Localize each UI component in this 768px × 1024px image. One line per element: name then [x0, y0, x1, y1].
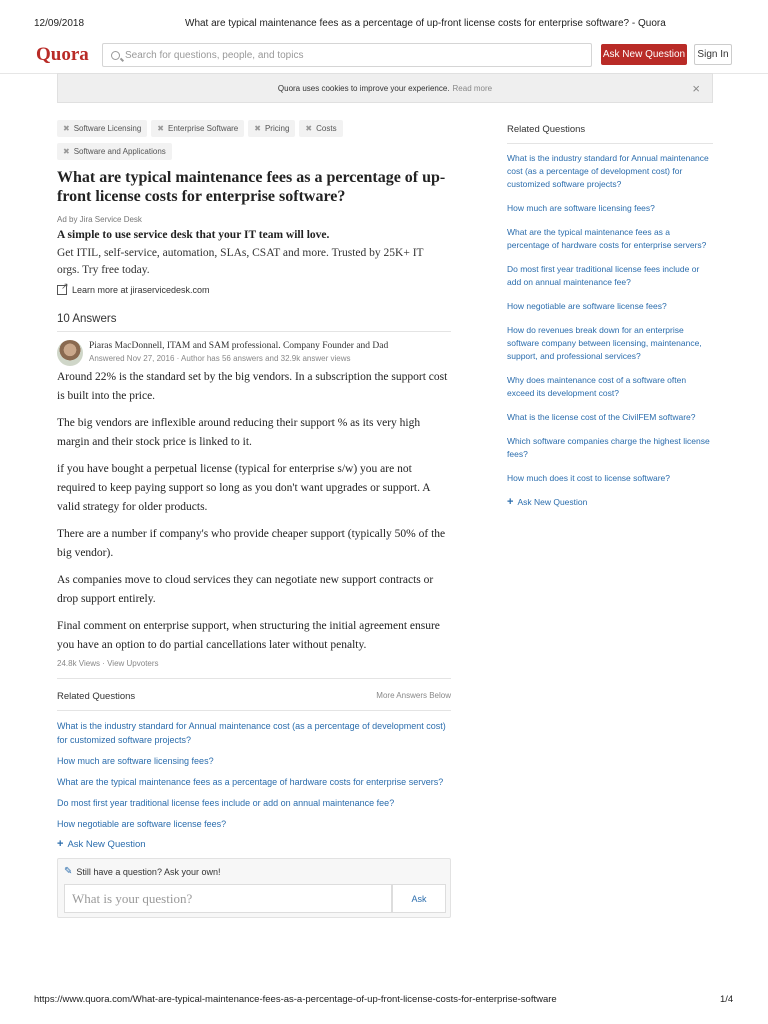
related-question-link[interactable]: Do most first year traditional license fees include or add on annual maintenance fee?: [57, 798, 395, 808]
sidebar-question-link[interactable]: Do most first year traditional license fees include or add on annual maintenance fee?: [507, 264, 700, 287]
related-questions-sidebar: [507, 124, 713, 508]
topic-tag[interactable]: ✖ Costs: [299, 120, 342, 137]
print-date: 12/09/2018: [34, 18, 85, 29]
sidebar-question-link[interactable]: Why does maintenance cost of a software often exceed its development cost?: [507, 375, 687, 398]
print-title: What are typical maintenance fees as a percentage of up-front license costs for enterprise software? - Quora: [185, 18, 666, 29]
topic-icon: ✖: [157, 124, 164, 133]
sidebar-question-link[interactable]: Which software companies charge the highest license fees?: [507, 436, 710, 459]
author-name[interactable]: Piaras MacDonnell, ITAM and SAM professional. Company Founder and Dad: [89, 341, 389, 351]
sidebar-question-link[interactable]: How do revenues break down for an enterprise software company between licensing, maintenance, support, and professional services?: [507, 325, 702, 361]
sidebar-question-link[interactable]: What is the license cost of the CivilFEM software?: [507, 412, 696, 422]
related-questions-heading: Related Questions: [57, 691, 136, 702]
topic-icon: ✖: [305, 124, 313, 133]
search-input[interactable]: [102, 43, 592, 67]
main-content: [57, 120, 451, 918]
cookie-text: Quora uses cookies to improve your experience.: [277, 83, 450, 93]
search-placeholder: Search for questions, people, and topics: [125, 49, 304, 61]
topic-tag[interactable]: ✖ Enterprise Software: [151, 120, 244, 137]
topic-tag[interactable]: ✖ Software Licensing: [57, 120, 147, 137]
cookie-banner: [57, 73, 713, 103]
answer-paragraph: Final comment on enterprise support, when structuring the initial agreement ensure you have an option to do partial cancellations later without penalty.: [57, 620, 440, 651]
quora-logo[interactable]: Quora: [36, 44, 89, 65]
answer-author: [57, 340, 451, 366]
ad-learn-more-link[interactable]: ↗ Learn more at jiraservicedesk.com: [57, 285, 451, 295]
avatar[interactable]: [57, 340, 83, 366]
related-questions-list: [57, 719, 451, 831]
answer-paragraph: The big vendors are inflexible around reducing their support % as its very high margin and their stock price is linked to it.: [57, 417, 421, 448]
sidebar-question-link[interactable]: How much does it cost to license software?: [507, 473, 670, 483]
print-header: [0, 0, 768, 32]
sidebar-question-link[interactable]: What is the industry standard for Annual maintenance cost (as a percentage of development cost) for customized software projects?: [507, 153, 709, 189]
question-input[interactable]: What is your question?: [64, 884, 392, 913]
topic-tag[interactable]: ✖ Software and Applications: [57, 143, 172, 160]
close-icon[interactable]: ×: [692, 81, 700, 96]
answer-body: [57, 368, 451, 655]
plus-icon: +: [57, 838, 64, 850]
cookie-read-more-link[interactable]: Read more: [452, 83, 493, 93]
topic-icon: ✖: [63, 147, 70, 156]
topic-icon: ✖: [254, 124, 261, 133]
pencil-icon: ✎: [64, 866, 73, 877]
sidebar-question-link[interactable]: What are the typical maintenance fees as a percentage of hardware costs for enterprise servers?: [507, 227, 707, 250]
related-question-link[interactable]: How much are software licensing fees?: [57, 756, 214, 766]
ad-label: Ad by Jira Service Desk: [57, 215, 142, 224]
answer-paragraph: As companies move to cloud services they can negotiate new support contracts or drop support entirely.: [57, 574, 434, 605]
ask-question-box: [57, 858, 451, 918]
answer-paragraph: There are a number if company's who provide cheaper support (typically 50% of the big vendor).: [57, 528, 446, 559]
ad-body: Get ITIL, self-service, automation, SLAs, CSAT and more. Trusted by 25K+ IT orgs. Try free today.: [57, 247, 424, 276]
answer-views[interactable]: 24.8k Views · View Upvoters: [57, 659, 451, 679]
top-navigation-bar: [0, 36, 768, 74]
print-url: https://www.quora.com/What-are-typical-maintenance-fees-as-a-percentage-of-up-front-license-costs-for-enterprise-software: [34, 994, 557, 1005]
external-link-icon: [57, 285, 67, 295]
author-meta: Answered Nov 27, 2016 · Author has 56 answers and 32.9k answer views: [89, 354, 351, 363]
related-question-link[interactable]: How negotiable are software license fees?: [57, 819, 227, 829]
sidebar-question-link[interactable]: How much are software licensing fees?: [507, 203, 655, 213]
ask-new-question-button[interactable]: Ask New Question: [601, 44, 687, 65]
answer-paragraph: if you have bought a perpetual license (typical for enterprise s/w) you are not required to keep paying support so long as you don't want upgrades or support. A valid strategy for older products.: [57, 463, 430, 513]
question-title: What are typical maintenance fees as a percentage of up-front license costs for enterprise software?: [57, 169, 446, 205]
topic-icon: ✖: [63, 124, 70, 133]
answers-count: 10 Answers: [57, 313, 451, 332]
ask-prompt: ✎ Still have a question? Ask your own!: [64, 866, 221, 877]
more-answers-below: More Answers Below: [376, 691, 451, 700]
sidebar-heading: Related Questions: [507, 124, 713, 144]
sidebar-list: [507, 152, 713, 485]
related-question-link[interactable]: What are the typical maintenance fees as a percentage of hardware costs for enterprise servers?: [57, 777, 444, 787]
plus-icon: +: [507, 496, 514, 508]
answer-paragraph: Around 22% is the standard set by the big vendors. In a subscription the support cost is built into the price.: [57, 371, 448, 402]
ask-button[interactable]: Ask: [392, 884, 446, 913]
ask-new-question-link[interactable]: + Ask New Question: [57, 838, 146, 850]
search-icon: [111, 51, 120, 60]
sidebar-ask-new-question-link[interactable]: + Ask New Question: [507, 496, 588, 508]
topic-tag[interactable]: ✖ Pricing: [248, 120, 295, 137]
ad-headline[interactable]: A simple to use service desk that your IT team will love.: [57, 229, 330, 241]
topic-list: [57, 120, 451, 160]
sidebar-question-link[interactable]: How negotiable are software license fees?: [507, 301, 667, 311]
related-questions-header: [57, 691, 451, 711]
print-page-number: 1/4: [720, 994, 734, 1005]
related-question-link[interactable]: What is the industry standard for Annual maintenance cost (as a percentage of development cost) for customized software projects?: [57, 721, 446, 745]
sign-in-button[interactable]: Sign In: [694, 44, 732, 65]
